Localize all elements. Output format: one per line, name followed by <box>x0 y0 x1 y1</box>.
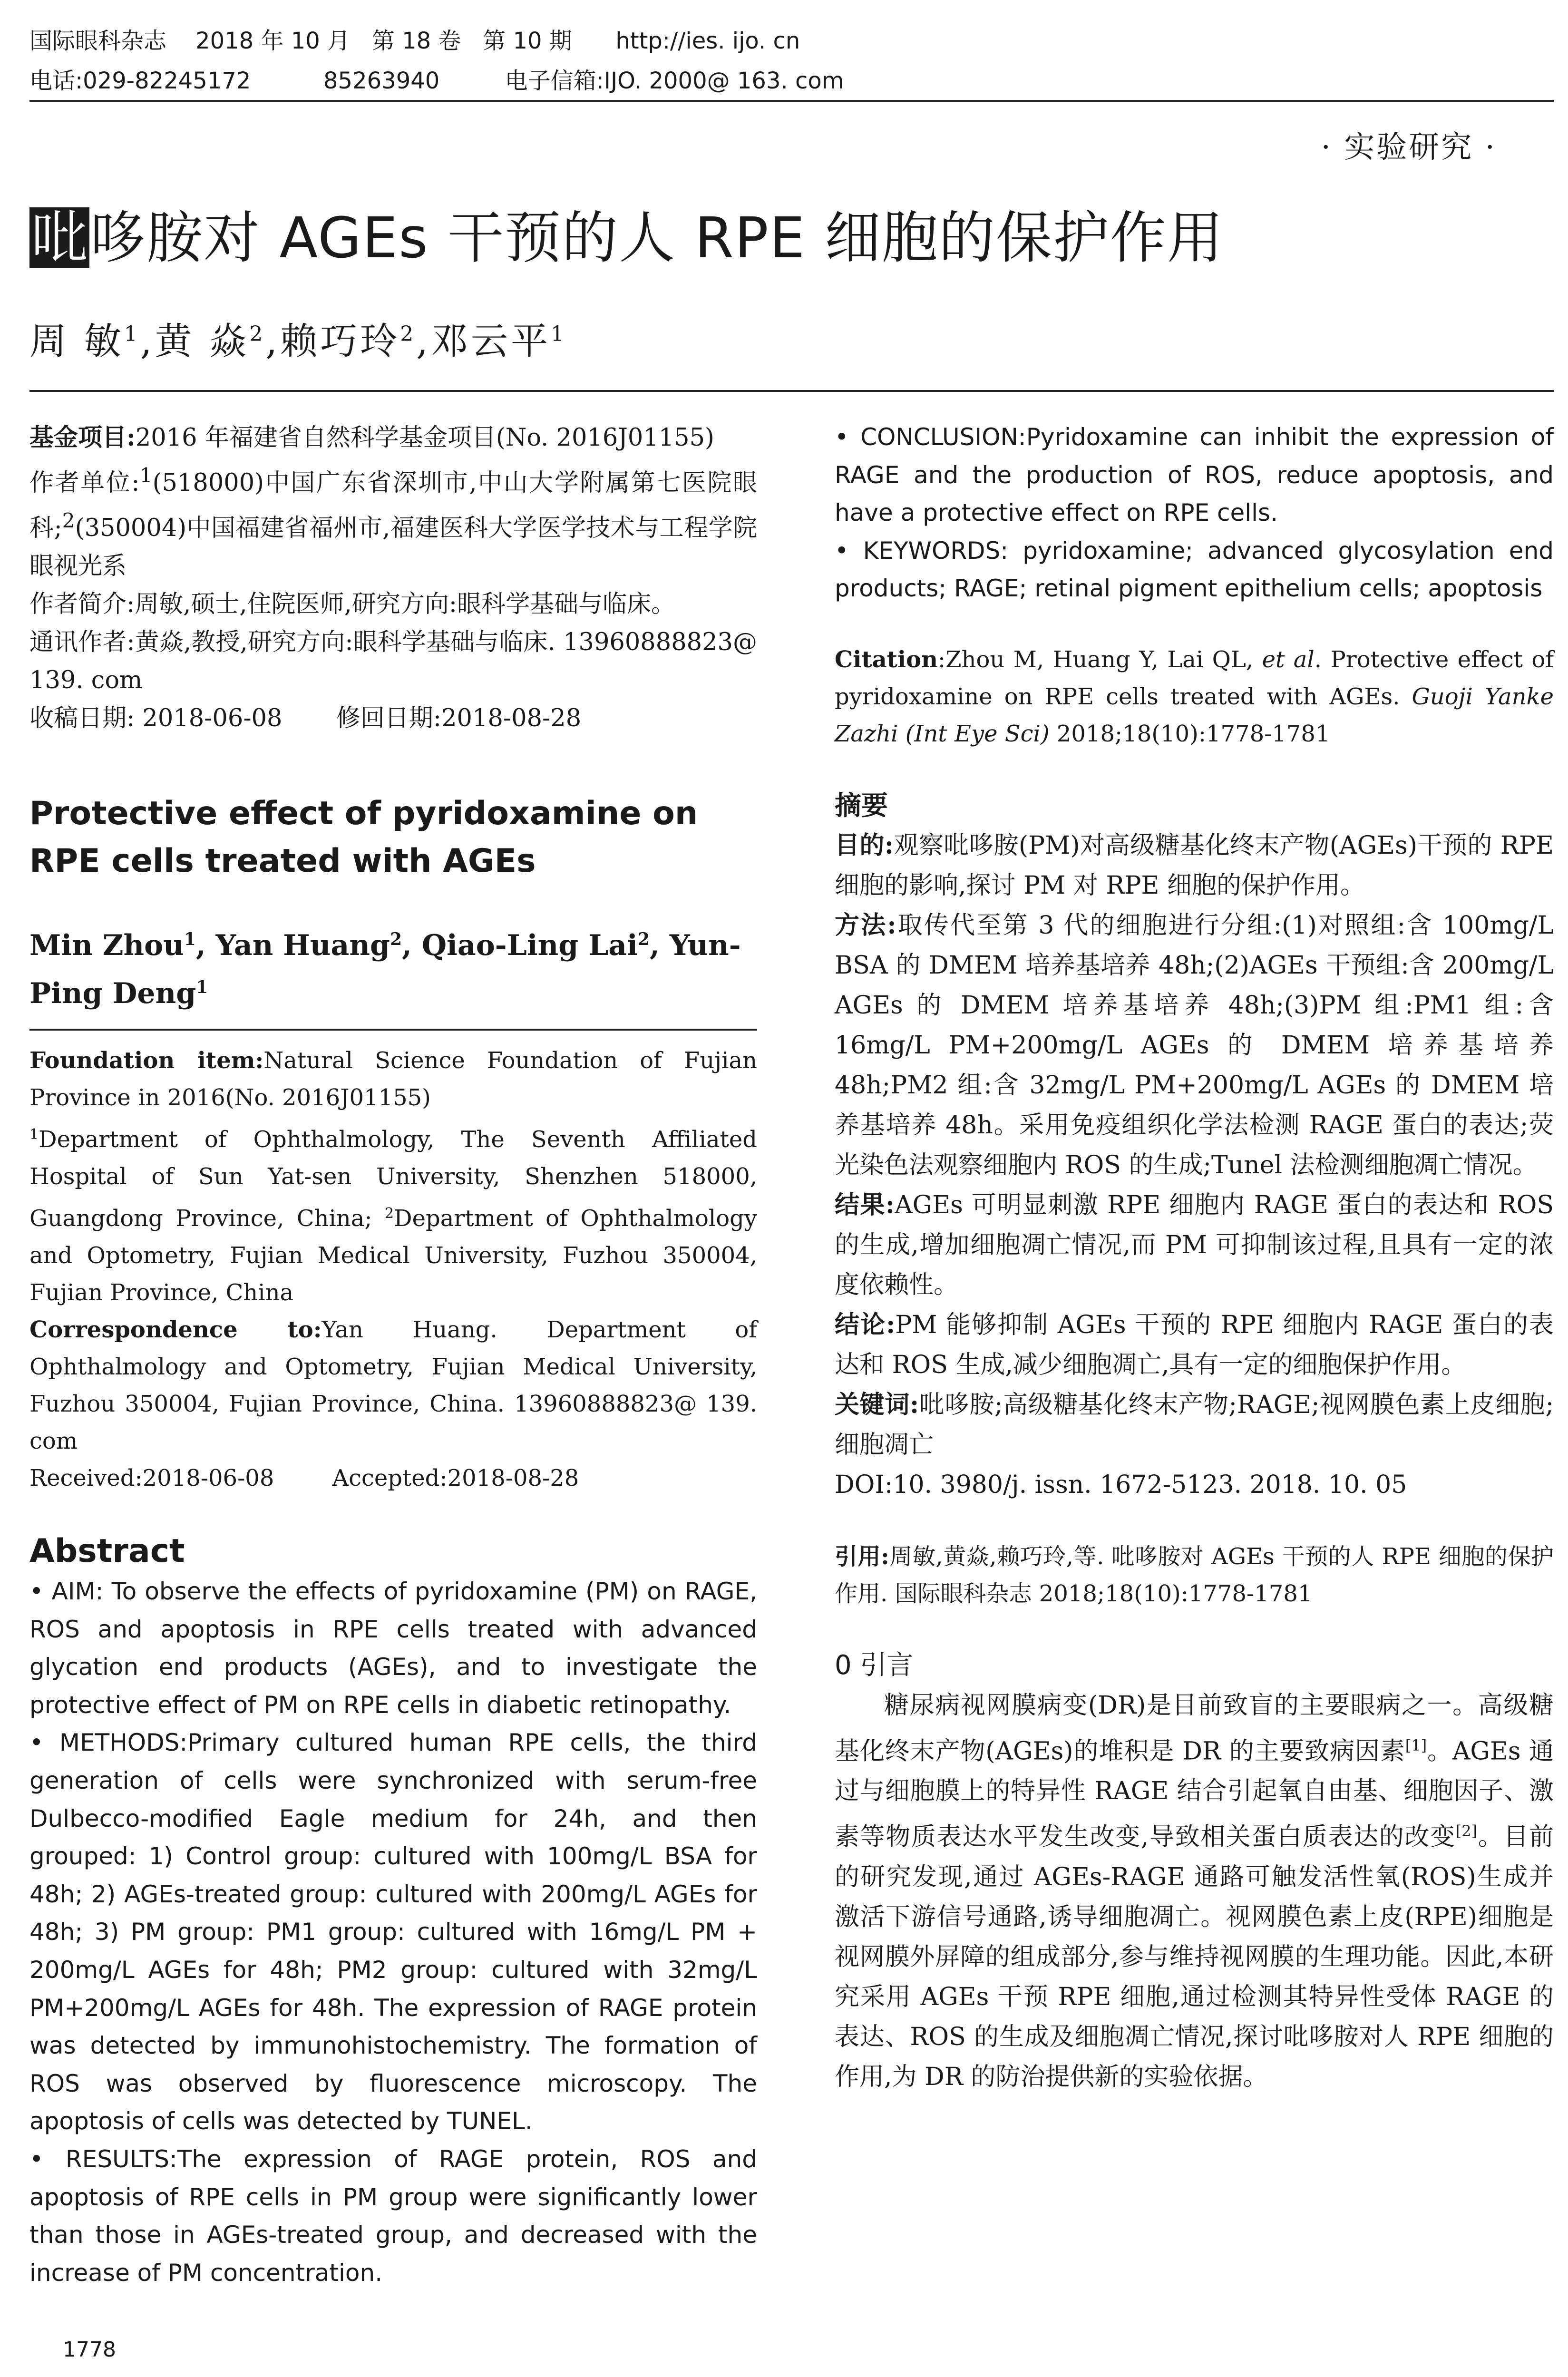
cn-citation-text: 周敏,黄焱,赖巧玲,等. 吡哆胺对 AGEs 干预的人 RPE 细胞的保护作用. 国际眼科杂志 2018;18(10):1778-1781 <box>835 1543 1554 1607</box>
foundation-text-en: Natural Science Foundation of Fujian Province in 2016(No. 2016J01155) <box>29 1047 757 1111</box>
cn-methods-label: 方法: <box>835 910 896 940</box>
foundation-label: 基金项目: <box>29 423 136 452</box>
journal-header-line-1: 国际眼科杂志 2018 年 10 月 第 18 卷 第 10 期 http://ies. ijo. cn <box>29 28 800 54</box>
article-title <box>29 202 1224 273</box>
author-name: 周 敏 <box>29 320 124 363</box>
authors-chinese: 周 敏$^1$,黄 焱$^2$,赖巧玲$^2$,邓云平$^1$ <box>29 320 567 363</box>
foundation-label-en: Foundation item: <box>29 1047 264 1074</box>
abstract-heading: Abstract <box>29 1532 185 1570</box>
foundation-cn <box>29 419 757 457</box>
cn-abstract-results <box>835 1185 1554 1305</box>
citation-cn <box>835 1538 1554 1612</box>
dates-en: Received:2018-06-08 Accepted:2018-08-28 <box>29 1465 579 1491</box>
correspondence-text: Yan Huang. Department of Ophthalmology and Optometry, Fujian Medical University, Fuzhou 350004, Fujian Province, China. 13960888823@ 139. com <box>29 1316 758 1454</box>
foundation-text: 2016 年福建省自然科学基金项目(No. 2016J01155) <box>135 424 714 452</box>
affiliation-label: 作者单位: <box>29 469 140 497</box>
corresponding-author-cn: 通讯作者:黄焱,教授,研究方向:眼科学基础与临床. 13960888823@ 139. com <box>29 628 757 694</box>
author-affiliation-mark: 1 <box>551 322 567 346</box>
cn-aim-label: 目的: <box>835 830 894 860</box>
cn-results-label: 结果: <box>835 1190 895 1219</box>
citation-text: . Protective effect of pyridoxamine on RPE cells treated with AGEs. <box>835 646 1554 710</box>
citation-label: Citation <box>835 646 938 673</box>
cn-abstract-aim <box>835 826 1554 906</box>
affiliation-en-1: Department of Ophthalmology, The Seventh Affiliated Hospital of Sun Yat-sen University, Shenzhen 518000, Guangdong Province, China; <box>29 1126 757 1232</box>
section-label: · 实验研究 · <box>1321 130 1497 165</box>
authors-english: Min Zhou$^1$, Yan Huang$^2$, Qiao-Ling Lai$^2$, Yun-Ping Deng$^1$ <box>29 929 741 1010</box>
intro-paragraph <box>835 1685 1554 2097</box>
page-number: 1778 <box>63 2338 116 2362</box>
citation-text: 2018;18(10):1778-1781 <box>1049 720 1330 747</box>
reference-mark: [1] <box>1405 1736 1427 1754</box>
intro-text: 。目前的研究发现,通过 AGEs-RAGE 通路可触发活性氧(ROS)生成并激活下游信号通路,诱导细胞凋亡。视网膜色素上皮(RPE)细胞是视网膜外屏障的组成部分,参与维持视网膜的生理功能。因此,本研究采用 AGEs 干预 RPE 细胞,通过检测其特异性受体 RAGE 的表达、ROS 的生成及细胞凋亡情况,探讨吡哆胺对人 RPE 细胞的作用,为 DR 的防治提供新的实验依据。 <box>835 1822 1554 2091</box>
intro-heading: 0 引言 <box>835 1649 914 1681</box>
author-affiliation-mark: 1 <box>196 977 208 997</box>
abstract-aim: • AIM: To observe the effects of pyridoxamine (PM) on RAGE, ROS and apoptosis in RPE cells treated with advanced glycation end products (AGEs), and to investigate the protective effect of PM on RPE cells in diabetic retinopathy. <box>29 1578 757 1719</box>
cn-abstract-heading: 摘要 <box>835 789 888 821</box>
right-column <box>835 419 1554 2097</box>
cn-keywords-label: 关键词: <box>835 1390 919 1419</box>
citation-text: :Zhou M, Huang Y, Lai QL, <box>938 646 1262 673</box>
author-name: Qiao-Ling Lai <box>421 929 638 962</box>
cn-keywords-text: 吡哆胺;高级糖基化终末产物;RAGE;视网膜色素上皮细胞;细胞凋亡 <box>835 1390 1554 1459</box>
author-bio: 作者简介:周敏,硕士,住院医师,研究方向:眼科学基础与临床。 <box>29 590 676 618</box>
dates-cn: 收稿日期: 2018-06-08 修回日期:2018-08-28 <box>29 704 582 732</box>
cn-conclusion-text: PM 能够抑制 AGEs 干预的 RPE 细胞内 RAGE 蛋白的表达和 ROS 生成,减少细胞凋亡,具有一定的细胞保护作用。 <box>835 1310 1554 1379</box>
cn-results-text: AGEs 可明显刺激 RPE 细胞内 RAGE 蛋白的表达和 ROS 的生成,增加细胞凋亡情况,而 PM 可抑制该过程,且具有一定的浓度依赖性。 <box>835 1190 1554 1299</box>
abstract-methods: • METHODS:Primary cultured human RPE cells, the third generation of cells were synchronized with serum-free Dulbecco-modified Eagle medium for 24h, and then grouped: 1) Control group: cultured with 100mg/L BSA for 48h; 2) AGEs-treated group: cultured with 200mg/L AGEs for 48h; 3) PM group: PM1 group: cultured with 16mg/L PM + 200mg/L AGEs for 48h; PM2 group: cultured with 32mg/L PM+200mg/L AGEs for 48h. The expression of RAGE protein was detected by immunohistochemistry. The formation of ROS was observed by fluorescence microscopy. The apoptosis of cells was detected by TUNEL. <box>29 1729 757 2135</box>
author-affiliation-mark: 2 <box>400 322 417 346</box>
left-column <box>29 419 757 2292</box>
author-affiliation-mark: 1 <box>124 322 140 346</box>
author-name: 赖巧玲 <box>280 320 400 363</box>
cn-conclusion-label: 结论: <box>835 1310 896 1339</box>
abstract-keywords: • KEYWORDS: pyridoxamine; advanced glycosylation end products; RAGE; retinal pigment epithelium cells; apoptosis <box>835 536 1554 603</box>
affiliation-cn: 作者单位:$^1$(518000)中国广东省深圳市,中山大学附属第七医院眼科;$^2$(350004)中国福建省福州市,福建医科大学医学技术与工程学院眼视光系 <box>29 464 758 580</box>
title-rest: 哆胺对 AGEs 干预的人 RPE 细胞的保护作用 <box>89 205 1224 271</box>
affiliation-en-2: Department of Ophthalmology and Optometry, Fujian Medical University, Fuzhou 350004, Fujian Province, China <box>29 1205 757 1306</box>
author-affiliation-mark: 1 <box>184 929 196 949</box>
author-affiliation-mark: 2 <box>637 929 650 949</box>
affiliation-text-1: (518000)中国广东省深圳市,中山大学附属第七医院眼科; <box>29 469 757 542</box>
english-front-divider <box>29 1029 757 1031</box>
intro-text: 。AGEs 通过与细胞膜上的特异性 RAGE 结合引起氧自由基、细胞因子、激素等物质表达水平发生改变,导致相关蛋白质表达的改变 <box>835 1737 1554 1851</box>
intro-text: 糖尿病视网膜病变(DR)是目前致盲的主要眼病之一。高级糖基化终末产物(AGEs)的堆积是 DR 的主要致病因素 <box>835 1691 1554 1766</box>
affiliation-text-2: (350004)中国福建省福州市,福建医科大学医学技术与工程学院眼视光系 <box>29 514 758 580</box>
cn-abstract-methods <box>835 906 1554 1185</box>
author-affiliation-mark: 2 <box>249 322 266 346</box>
cn-aim-text: 观察吡哆胺(PM)对高级糖基化终末产物(AGEs)干预的 RPE 细胞的影响,探讨 PM 对 RPE 细胞的保护作用。 <box>835 831 1554 900</box>
author-name: 邓云平 <box>431 320 551 363</box>
cn-citation-label: 引用: <box>835 1543 889 1570</box>
citation-et-al: et al <box>1262 646 1315 673</box>
journal-header-line-2: 电话:029-82245172 85263940 电子信箱:IJO. 2000@ 163. com <box>29 68 844 94</box>
author-name: Yan Huang <box>215 929 390 962</box>
abstract-results: • RESULTS:The expression of RAGE protein, ROS and apoptosis of RPE cells in PM group were significantly lower than those in AGEs-treated group, and decreased with the increase of PM concentration. <box>29 2145 757 2287</box>
authors-divider <box>29 390 1554 392</box>
correspondence-en <box>29 1311 757 1460</box>
doi: DOI:10. 3980/j. issn. 1672-5123. 2018. 10. 05 <box>835 1470 1407 1499</box>
cn-abstract-conclusion <box>835 1305 1554 1385</box>
reference-mark: [2] <box>1455 1822 1478 1841</box>
citation-journal: Guoji Yanke Zazhi (Int Eye Sci) <box>835 683 1554 747</box>
author-name: 黄 焱 <box>155 320 250 363</box>
affiliation-en: $^1$Department of Ophthalmology, The Seventh Affiliated Hospital of Sun Yat-sen University, Shenzhen 518000, Guangdong Province, China; $^2$Department of Ophthalmology and Optometry, Fujian Medical University, Fuzhou 350004, Fujian Province, China <box>29 1126 757 1306</box>
author-name: Min Zhou <box>29 929 184 962</box>
title-first-char: 吡 <box>29 207 89 268</box>
foundation-en <box>29 1042 757 1116</box>
correspondence-label: Correspondence to: <box>29 1316 322 1343</box>
citation-en <box>835 641 1554 752</box>
author-affiliation-mark: 2 <box>390 929 402 949</box>
author-name: Yun-Ping Deng <box>29 929 741 1010</box>
cn-methods-text: 取传代至第 3 代的细胞进行分组:(1)对照组:含 100mg/L BSA 的 DMEM 培养基培养 48h;(2)AGEs 干预组:含 200mg/L AGEs 的 DMEM 培养基培养 48h;(3)PM 组:PM1 组:含 16mg/L PM+200mg/L AGEs 的 DMEM 培养基培养 48h;PM2 组:含 32mg/L PM+200mg/L AGEs 的 DMEM 培养基培养 48h。采用免疫组织化学法检测 RAGE 蛋白的表达;荧光染色法观察细胞内 ROS 的生成;Tunel 法检测细胞凋亡情况。 <box>835 911 1554 1179</box>
english-title: Protective effect of pyridoxamine on RPE cells treated with AGEs <box>29 795 698 880</box>
header-divider <box>29 100 1554 102</box>
cn-abstract-keywords <box>835 1385 1554 1465</box>
abstract-conclusion: • CONCLUSION:Pyridoxamine can inhibit the expression of RAGE and the production of ROS, reduce apoptosis, and have a protective effect on RPE cells. <box>835 423 1554 527</box>
